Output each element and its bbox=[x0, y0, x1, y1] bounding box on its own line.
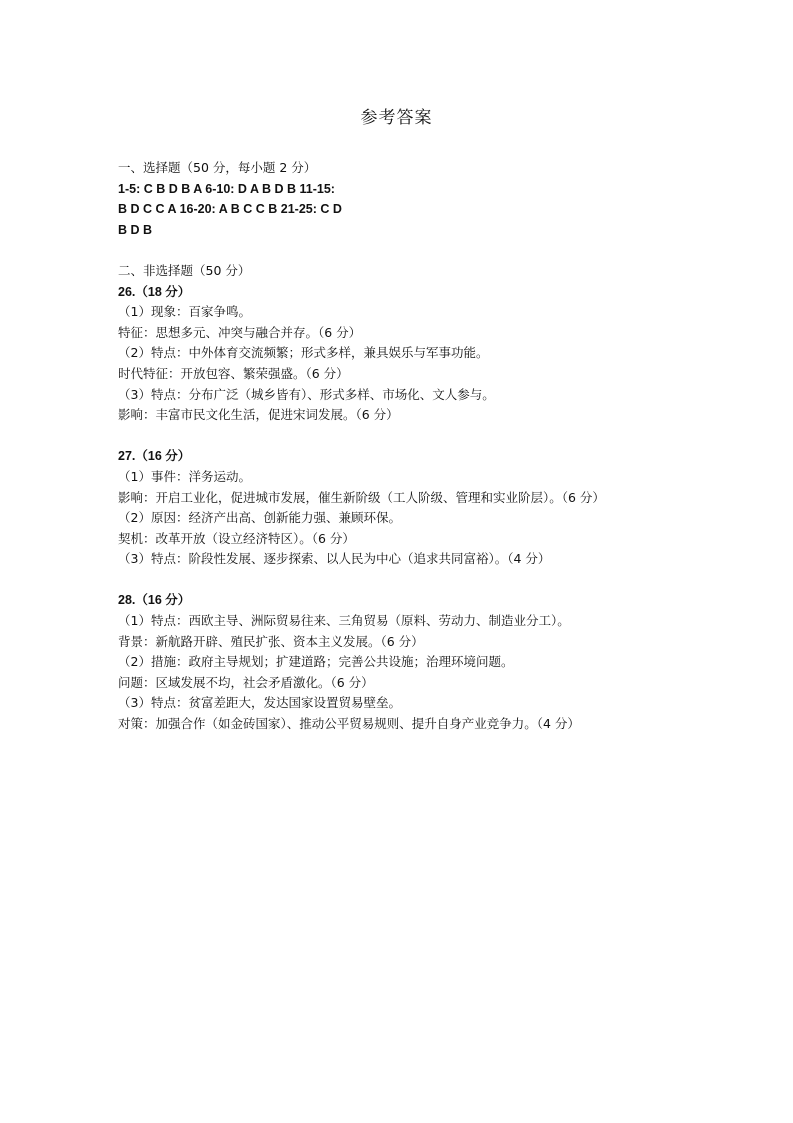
q27-line: 契机：改革开放（设立经济特区）。（6 分） bbox=[118, 530, 355, 546]
q28-line: 背景：新航路开辟、殖民扩张、资本主义发展。（6 分） bbox=[118, 633, 424, 649]
choice-answers-line-3: B D B bbox=[118, 222, 153, 237]
question-26-number: 26.（18 分） bbox=[118, 284, 191, 299]
part1-heading: 一、选择题（50 分，每小题 2 分） bbox=[118, 160, 317, 175]
spacer bbox=[118, 240, 698, 261]
q26-line: 影响：丰富市民文化生活，促进宋词发展。（6 分） bbox=[118, 407, 399, 423]
q27-line: 影响：开启工业化，促进城市发展，催生新阶级（工人阶级、管理和实业阶层）。（6 分） bbox=[118, 489, 605, 505]
choice-answers-line-2: B D C C A 16-20: A B C C B 21-25: C D bbox=[118, 202, 342, 217]
q26-line: （1）现象：百家争鸣。 bbox=[118, 304, 251, 320]
spacer bbox=[118, 426, 698, 447]
q26-line: 时代特征：开放包容、繁荣强盛。（6 分） bbox=[118, 365, 349, 381]
question-28-number: 28.（16 分） bbox=[118, 593, 191, 608]
q27-line: （3）特点：阶段性发展、逐步探索、以人民为中心（追求共同富裕）。（4 分） bbox=[118, 551, 551, 567]
q28-line: （1）特点：西欧主导、洲际贸易往来、三角贸易（原料、劳动力、制造业分工）。 bbox=[118, 613, 570, 629]
q28-line: 问题：区域发展不均，社会矛盾激化。（6 分） bbox=[118, 674, 374, 690]
q28-line: （3）特点：贫富差距大，发达国家设置贸易壁垒。 bbox=[118, 695, 401, 711]
part2-heading: 二、非选择题（50 分） bbox=[118, 262, 251, 278]
choice-answers-line-1: 1-5: C B D B A 6-10: D A B D B 11-15: bbox=[118, 181, 335, 196]
q27-line: （2）原因：经济产出高、创新能力强、兼顾环保。 bbox=[118, 510, 401, 526]
answer-content bbox=[118, 158, 698, 735]
q28-line: 对策：加强合作（如金砖国家）、推动公平贸易规则、提升自身产业竞争力。（4 分） bbox=[118, 716, 580, 732]
page-title: 参考答案 bbox=[360, 108, 433, 128]
q26-line: 特征：思想多元、冲突与融合并存。（6 分） bbox=[118, 324, 362, 340]
q26-line: （2）特点：中外体育交流频繁；形式多样，兼具娱乐与军事功能。 bbox=[118, 345, 489, 361]
q26-line: （3）特点：分布广泛（城乡皆有）、形式多样、市场化、文人参与。 bbox=[118, 386, 495, 402]
spacer bbox=[118, 570, 698, 591]
question-27-number: 27.（16 分） bbox=[118, 449, 191, 464]
q27-line: （1）事件：洋务运动。 bbox=[118, 468, 251, 484]
q28-line: （2）措施：政府主导规划；扩建道路；完善公共设施；治理环境问题。 bbox=[118, 654, 514, 670]
